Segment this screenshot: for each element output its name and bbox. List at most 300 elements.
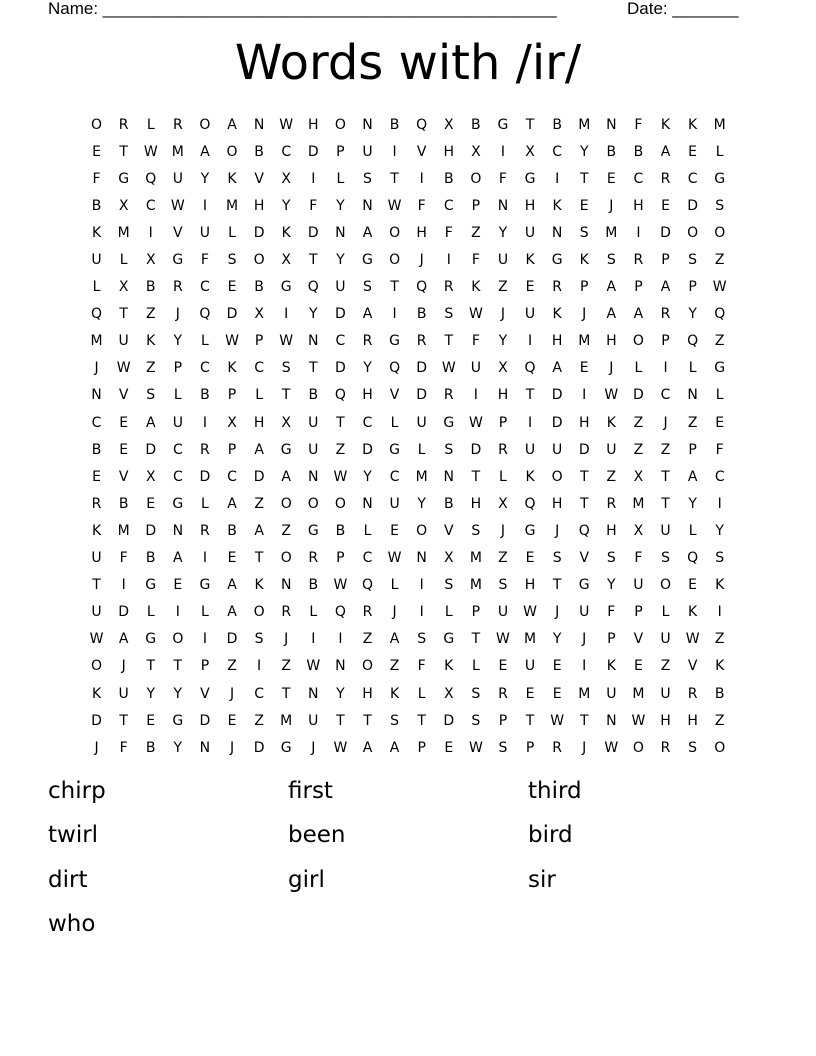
grid-letter: W [712,279,727,296]
grid-letter: F [498,170,507,187]
grid-letter: D [307,143,319,160]
grid-letter: R [443,279,454,296]
grid-letter: E [606,170,616,187]
grid-letter: R [281,604,292,621]
grid-letter: Y [146,685,156,702]
grid-letter: T [119,712,128,729]
grid-letter: L [499,468,507,485]
grid-letter: O [714,224,726,241]
grid-letter: H [253,414,265,431]
grid-letter: S [471,685,481,702]
grid-letter: A [552,360,562,377]
grid-letter: S [715,550,725,567]
grid-letter: S [444,577,454,594]
grid-letter: A [389,739,400,756]
grid-letter: E [525,685,535,702]
grid-letter: A [227,604,237,621]
grid-letter: I [527,414,533,431]
grid-letter: B [145,739,156,756]
grid-letter: Z [389,658,400,675]
grid-letter: L [634,360,643,377]
date-field-label: Date: _______ [627,0,739,18]
grid-letter: U [362,143,373,160]
grid-letter: U [524,658,536,675]
grid-letter: O [280,495,292,512]
grid-letter: X [498,495,508,512]
grid-letter: U [308,441,319,458]
grid-letter: S [363,279,372,296]
grid-letter: U [633,577,644,594]
grid-letter: D [443,712,455,729]
grid-letter: H [416,224,427,241]
grid-letter: A [227,577,237,594]
grid-letter: K [389,685,400,702]
grid-letter: M [632,495,645,512]
grid-letter: J [229,739,235,756]
grid-row [83,111,733,138]
grid-letter: D [578,441,590,458]
grid-letter: Y [173,685,183,702]
grid-letter: Z [254,712,264,729]
grid-letter: L [309,604,318,621]
grid-letter: K [471,279,481,296]
grid-letter: T [471,631,481,648]
grid-letter: E [119,414,129,431]
grid-letter: I [717,604,722,621]
grid-letter: Y [688,306,697,323]
grid-letter: N [91,387,102,404]
grid-letter: I [419,170,424,187]
grid-letter: Z [362,631,373,648]
grid-letter: G [362,252,373,269]
grid-letter: H [443,143,455,160]
grid-letter: A [660,143,671,160]
grid-letter: I [202,414,207,431]
grid-letter: X [633,522,644,539]
grid-letter: J [94,360,99,377]
grid-letter: G [172,712,184,729]
grid-letter: Y [607,577,616,594]
grid-letter: P [336,143,345,160]
grid-letter: B [227,522,237,539]
grid-letter: Y [336,197,345,214]
grid-letter: Q [578,522,590,539]
grid-letter: O [389,224,401,241]
grid-letter: Z [633,441,644,458]
grid-letter: H [660,712,671,729]
grid-letter: I [202,550,207,567]
grid-letter: T [444,333,454,350]
grid-letter: L [688,522,697,539]
grid-letter: P [525,739,535,756]
grid-row [83,355,733,382]
grid-letter: T [661,468,670,485]
grid-letter: B [389,116,400,133]
grid-letter: X [633,468,644,485]
grid-letter: E [552,658,562,675]
grid-letter: Y [363,468,372,485]
grid-letter: E [525,550,535,567]
grid-letter: U [389,495,400,512]
grid-letter: X [281,252,291,269]
grid-letter: U [416,414,427,431]
grid-letter: F [444,224,453,241]
grid-row [83,463,733,490]
grid-letter: C [362,550,373,567]
grid-letter: S [688,252,698,269]
grid-letter: Z [281,658,291,675]
grid-letter: G [199,577,211,594]
grid-letter: P [688,441,697,458]
grid-letter: N [416,550,427,567]
grid-letter: W [441,360,456,377]
grid-letter: I [717,495,722,512]
grid-letter: A [389,631,400,648]
grid-letter: Z [687,414,698,431]
grid-letter: K [688,604,698,621]
grid-letter: S [227,252,237,269]
grid-letter: E [227,712,237,729]
grid-letter: V [118,468,129,485]
word-search-grid [83,111,733,761]
grid-letter: J [609,360,614,377]
grid-letter: J [500,306,506,323]
grid-letter: O [714,739,726,756]
grid-letter: K [254,577,264,594]
grid-letter: D [470,441,482,458]
grid-letter: J [284,631,289,648]
grid-letter: Y [173,333,183,350]
grid-letter: P [688,279,697,296]
grid-letter: Y [309,306,318,323]
grid-letter: U [308,712,319,729]
grid-letter: U [118,333,129,350]
grid-letter: Z [145,360,156,377]
grid-letter: U [118,685,129,702]
grid-letter: R [552,279,562,296]
grid-letter: Z [498,279,508,296]
grid-letter: U [606,685,617,702]
grid-letter: V [254,170,264,187]
grid-letter: I [311,631,316,648]
grid-letter: J [175,306,180,323]
grid-letter: J [392,604,397,621]
grid-letter: V [687,658,698,675]
grid-letter: S [498,739,508,756]
grid-letter: C [254,685,264,702]
grid-letter: Y [417,495,426,512]
grid-letter: F [119,550,128,567]
grid-letter: D [145,522,157,539]
grid-letter: V [200,685,210,702]
grid-row [83,707,733,734]
grid-letter: G [389,441,400,458]
grid-letter: I [311,170,316,187]
grid-letter: Z [660,658,671,675]
grid-letter: W [306,658,321,675]
grid-letter: S [688,739,698,756]
grid-letter: Z [145,306,156,323]
grid-letter: V [118,387,129,404]
grid-letter: Q [389,360,401,377]
grid-letter: W [550,712,565,729]
grid-letter: B [118,495,129,512]
grid-letter: T [471,468,481,485]
grid-letter: R [172,116,183,133]
grid-letter: S [471,712,481,729]
grid-letter: U [524,306,536,323]
grid-row [83,274,733,301]
grid-letter: B [91,197,102,214]
grid-letter: J [229,685,235,702]
grid-letter: Z [227,658,237,675]
grid-letter: T [390,279,399,296]
grid-letter: E [227,550,237,567]
grid-letter: K [715,577,725,594]
grid-letter: T [119,306,128,323]
grid-letter: L [363,522,372,539]
grid-letter: B [443,170,454,187]
grid-letter: G [145,631,157,648]
grid-letter: Q [361,577,373,594]
grid-letter: M [280,712,293,729]
grid-letter: W [387,197,402,214]
grid-letter: N [687,387,698,404]
grid-letter: R [687,685,698,702]
grid-letter: N [253,116,265,133]
grid-letter: W [468,414,483,431]
grid-letter: C [172,441,183,458]
grid-letter: U [91,252,102,269]
grid-letter: M [225,197,239,214]
word-list-item: been [288,822,346,849]
grid-letter: S [606,252,616,269]
grid-letter: D [335,306,346,323]
word-list-item: first [288,778,333,804]
grid-letter: G [280,441,292,458]
grid-letter: M [578,685,591,702]
word-list-item: twirl [48,822,99,849]
grid-letter: Y [498,333,508,350]
grid-letter: N [335,224,346,241]
grid-letter: B [552,116,562,133]
word-list-item: third [528,778,582,804]
grid-letter: K [227,170,237,187]
grid-letter: I [257,658,262,675]
grid-letter: S [390,712,400,729]
grid-letter: T [119,143,128,160]
grid-letter: Y [363,360,372,377]
grid-letter: S [363,170,372,187]
grid-letter: W [387,550,402,567]
grid-letter: Y [715,522,724,539]
grid-letter: H [497,387,509,404]
grid-letter: W [116,360,131,377]
grid-letter: P [661,252,670,269]
grid-letter: O [361,658,373,675]
grid-letter: G [280,279,292,296]
grid-letter: O [253,252,265,269]
grid-letter: B [200,387,210,404]
grid-letter: D [416,387,428,404]
grid-letter: E [444,739,454,756]
grid-letter: D [226,306,238,323]
grid-letter: L [336,170,345,187]
grid-letter: X [281,170,291,187]
grid-letter: F [471,252,480,269]
grid-letter: Q [334,604,346,621]
grid-letter: Y [552,631,562,648]
grid-letter: O [470,170,482,187]
grid-letter: N [199,739,211,756]
grid-letter: X [443,685,454,702]
grid-letter: D [362,441,373,458]
grid-letter: B [335,522,346,539]
grid-letter: U [497,604,509,621]
grid-letter: V [633,631,644,648]
grid-letter: Y [579,143,589,160]
grid-letter: X [118,279,129,296]
grid-letter: P [634,604,643,621]
grid-letter: E [146,712,156,729]
grid-letter: E [688,577,698,594]
grid-letter: P [173,360,183,377]
grid-letter: I [202,197,207,214]
grid-letter: W [496,631,510,648]
grid-letter: S [715,197,725,214]
grid-letter: W [523,604,537,621]
word-list-item: who [48,910,96,937]
grid-letter: M [578,116,591,133]
grid-letter: C [281,143,292,160]
grid-letter: Y [200,170,210,187]
grid-letter: K [281,224,291,241]
grid-letter: R [362,333,373,350]
grid-letter: L [715,387,724,404]
grid-letter: S [552,550,562,567]
grid-letter: W [279,116,294,133]
grid-letter: I [392,306,397,323]
grid-letter: C [200,360,210,377]
grid-letter: T [661,495,670,512]
grid-letter: X [254,306,264,323]
grid-letter: A [362,306,373,323]
grid-letter: R [660,170,671,187]
grid-letter: G [389,333,400,350]
word-list-item: chirp [48,778,106,804]
grid-row [83,572,733,599]
grid-letter: O [307,495,319,512]
grid-letter: Y [336,685,345,702]
grid-letter: S [579,224,589,241]
grid-letter: B [254,279,264,296]
grid-letter: Q [91,306,103,323]
grid-letter: Z [633,414,644,431]
grid-letter: T [390,170,399,187]
grid-letter: E [633,658,643,675]
grid-letter: L [201,333,209,350]
grid-letter: Z [498,550,508,567]
grid-letter: K [91,522,102,539]
grid-letter: A [200,143,210,160]
grid-letter: W [604,387,619,404]
grid-letter: O [632,333,644,350]
grid-letter: N [497,197,509,214]
grid-letter: N [362,197,373,214]
grid-letter: O [551,468,563,485]
grid-letter: L [471,658,480,675]
grid-row [83,246,733,273]
grid-letter: B [254,143,264,160]
grid-letter: B [145,550,156,567]
grid-letter: S [498,577,508,594]
grid-letter: S [417,631,427,648]
grid-letter: K [444,658,454,675]
grid-letter: Z [471,224,481,241]
grid-letter: K [579,252,589,269]
grid-letter: A [173,550,183,567]
grid-letter: P [498,414,508,431]
grid-letter: H [524,577,536,594]
grid-letter: I [582,658,587,675]
grid-letter: G [280,739,292,756]
grid-letter: H [362,387,373,404]
grid-letter: E [688,143,698,160]
grid-letter: Q [687,333,699,350]
grid-letter: C [254,360,264,377]
grid-letter: D [335,360,346,377]
grid-letter: O [253,604,265,621]
grid-letter: T [92,577,101,594]
grid-letter: C [362,414,373,431]
grid-letter: O [334,116,346,133]
grid-letter: D [118,604,130,621]
grid-letter: I [636,224,641,241]
grid-letter: O [199,116,211,133]
grid-letter: T [525,116,535,133]
grid-row [83,517,733,544]
grid-letter: Y [281,197,291,214]
grid-letter: L [417,685,426,702]
grid-letter: B [91,441,102,458]
grid-letter: Z [281,522,291,539]
grid-letter: I [392,143,397,160]
grid-letter: J [500,522,506,539]
grid-letter: F [417,197,426,214]
grid-letter: K [525,468,535,485]
grid-letter: R [91,495,102,512]
grid-letter: F [715,441,724,458]
grid-letter: W [333,739,348,756]
grid-letter: F [119,739,128,756]
grid-letter: H [470,495,482,512]
grid-letter: Q [334,387,346,404]
grid-letter: P [227,387,237,404]
grid-letter: B [714,685,725,702]
grid-letter: U [91,550,102,567]
grid-letter: I [202,631,207,648]
grid-letter: U [172,414,183,431]
grid-letter: F [417,658,426,675]
grid-letter: X [118,197,129,214]
grid-letter: N [308,333,319,350]
grid-letter: D [253,739,265,756]
grid-letter: T [525,387,535,404]
grid-letter: U [660,685,671,702]
grid-letter: W [143,143,158,160]
grid-letter: U [660,631,671,648]
word-list-item: girl [288,866,325,893]
